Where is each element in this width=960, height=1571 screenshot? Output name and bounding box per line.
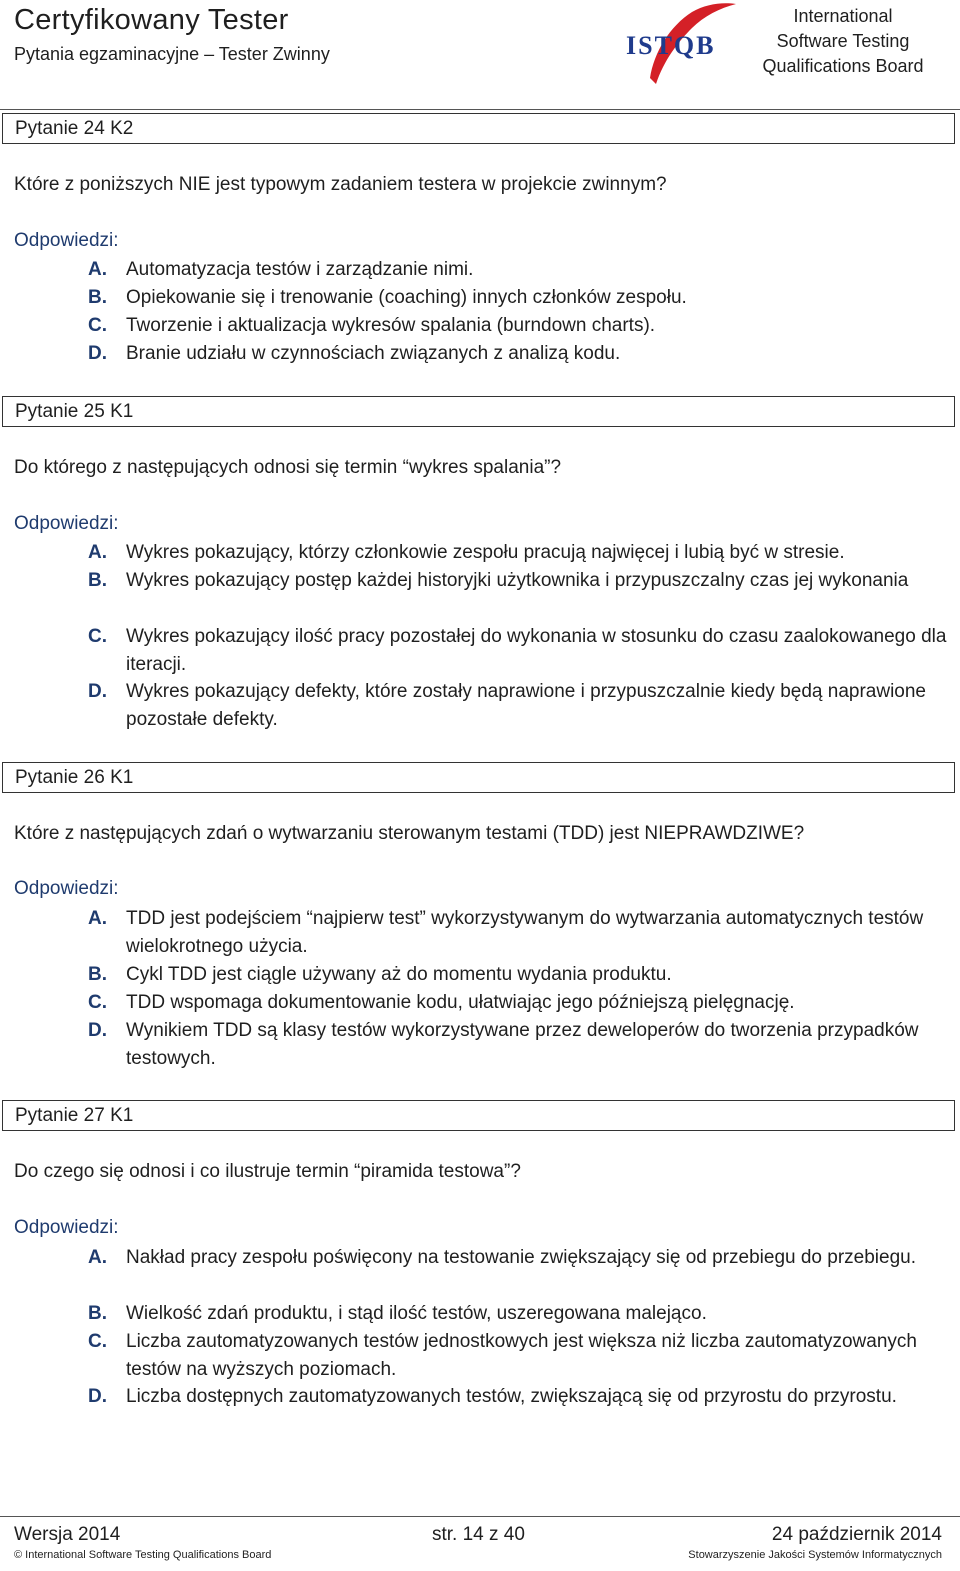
answer-option	[88, 1300, 948, 1328]
question-text: Do którego z następujących odnosi się termin “wykres spalania”?	[14, 457, 562, 478]
option-text: Nakład pracy zespołu poświęcony na testowanie zwiększający się od przebiegu do przebiegu.	[126, 1247, 917, 1268]
option-letter: B.	[88, 287, 107, 308]
option-text: Liczba zautomatyzowanych testów jednostkowych jest większa niż liczba zautomatyzowanych testów na wyższych poziomach.	[126, 1331, 917, 1380]
option-letter: A.	[88, 908, 107, 929]
option-text: TDD wspomaga dokumentowanie kodu, ułatwiając jego późniejszą pielęgnację.	[126, 992, 795, 1013]
question-heading: Pytanie 25 K1	[2, 396, 955, 427]
option-letter: D.	[88, 1386, 107, 1407]
answer-option	[88, 539, 948, 567]
logo-wordmark: ISTQB	[626, 31, 716, 60]
option-letter: C.	[88, 992, 107, 1013]
option-text: Tworzenie i aktualizacja wykresów spalania (burndown charts).	[126, 315, 656, 336]
option-letter: C.	[88, 1331, 107, 1352]
option-letter: D.	[88, 343, 107, 364]
answer-option	[88, 905, 948, 961]
question-text: Które z następujących zdań o wytwarzaniu sterowanym testami (TDD) jest NIEPRAWDZIWE?	[14, 823, 805, 844]
answer-option	[88, 1383, 948, 1411]
answers-label: Odpowiedzi:	[14, 878, 119, 899]
option-text: Wielkość zdań produktu, i stąd ilość testów, uszeregowana malejąco.	[126, 1303, 707, 1324]
answer-option	[88, 989, 948, 1017]
option-text: Wykres pokazujący postęp każdej historyjki użytkownika i przypuszczalny czas jej wykonania	[126, 570, 909, 591]
option-text: Wynikiem TDD są klasy testów wykorzystywane przez deweloperów do tworzenia przypadków testowych.	[126, 1020, 919, 1069]
answer-option	[88, 961, 948, 989]
answer-option	[88, 1328, 948, 1384]
document-subtitle: Pytania egzaminacyjne – Tester Zwinny	[14, 44, 330, 64]
option-letter: B.	[88, 1303, 107, 1324]
answer-option	[88, 340, 948, 368]
option-letter: D.	[88, 1020, 107, 1041]
answer-option	[88, 567, 948, 595]
option-text: Liczba dostępnych zautomatyzowanych testów, zwiększającą się od przyrostu do przyrostu.	[126, 1386, 897, 1407]
document-title: Certyfikowany Tester	[14, 4, 289, 36]
answers-label: Odpowiedzi:	[14, 513, 119, 534]
option-letter: A.	[88, 542, 107, 563]
option-letter: A.	[88, 1247, 107, 1268]
option-text: Automatyzacja testów i zarządzanie nimi.	[126, 259, 474, 280]
option-text: TDD jest podejściem “najpierw test” wykorzystywanym do wytwarzania automatycznych testów wielokrotnego użycia.	[126, 908, 924, 957]
question-heading: Pytanie 26 K1	[2, 762, 955, 793]
page-header	[0, 0, 960, 110]
question-heading: Pytanie 27 K1	[2, 1100, 955, 1131]
option-text: Branie udziału w czynnościach związanych z analizą kodu.	[126, 343, 621, 364]
option-letter: D.	[88, 681, 107, 702]
answer-option	[88, 1017, 948, 1073]
org-line-2: Software Testing	[776, 31, 910, 51]
org-line-1: International	[793, 6, 893, 26]
option-letter: C.	[88, 315, 107, 336]
option-text: Cykl TDD jest ciągle używany aż do momentu wydania produktu.	[126, 964, 672, 985]
question-heading: Pytanie 24 K2	[2, 113, 955, 144]
istqb-logo	[620, 0, 750, 86]
option-letter: A.	[88, 259, 107, 280]
answer-option	[88, 284, 948, 312]
question-text: Które z poniższych NIE jest typowym zadaniem testera w projekcie zwinnym?	[14, 174, 667, 195]
answer-option	[88, 1244, 948, 1272]
answer-option	[88, 256, 948, 284]
copyright-notice: © International Software Testing Qualifications Board	[14, 1549, 272, 1561]
option-text: Wykres pokazujący, którzy członkowie zespołu pracują najwięcej i lubią być w stresie.	[126, 542, 845, 563]
option-letter: C.	[88, 626, 107, 647]
answers-label: Odpowiedzi:	[14, 1217, 119, 1238]
answer-option	[88, 623, 948, 679]
option-text: Opiekowanie się i trenowanie (coaching) innych członków zespołu.	[126, 287, 687, 308]
answer-option	[88, 312, 948, 340]
association-name: Stowarzyszenie Jakości Systemów Informatycznych	[688, 1549, 942, 1561]
document-date: 24 październik 2014	[771, 1524, 942, 1545]
option-text: Wykres pokazujący defekty, które zostały naprawione i przypuszczalnie kiedy będą naprawione pozostałe defekty.	[126, 681, 926, 730]
option-letter: B.	[88, 964, 107, 985]
option-text: Wykres pokazujący ilość pracy pozostałej do wykonania w stosunku do czasu zaalokowanego dla iteracji.	[126, 626, 947, 675]
answers-label: Odpowiedzi:	[14, 230, 119, 251]
organization-name	[750, 4, 936, 79]
answer-option	[88, 678, 948, 734]
org-line-3: Qualifications Board	[762, 56, 924, 76]
version-label: Wersja 2014	[14, 1524, 121, 1545]
question-text: Do czego się odnosi i co ilustruje termin “piramida testowa”?	[14, 1161, 521, 1182]
option-letter: B.	[88, 570, 107, 591]
page-number: str. 14 z 40	[432, 1524, 525, 1545]
page-footer	[0, 1515, 960, 1571]
header-rule	[0, 109, 960, 110]
